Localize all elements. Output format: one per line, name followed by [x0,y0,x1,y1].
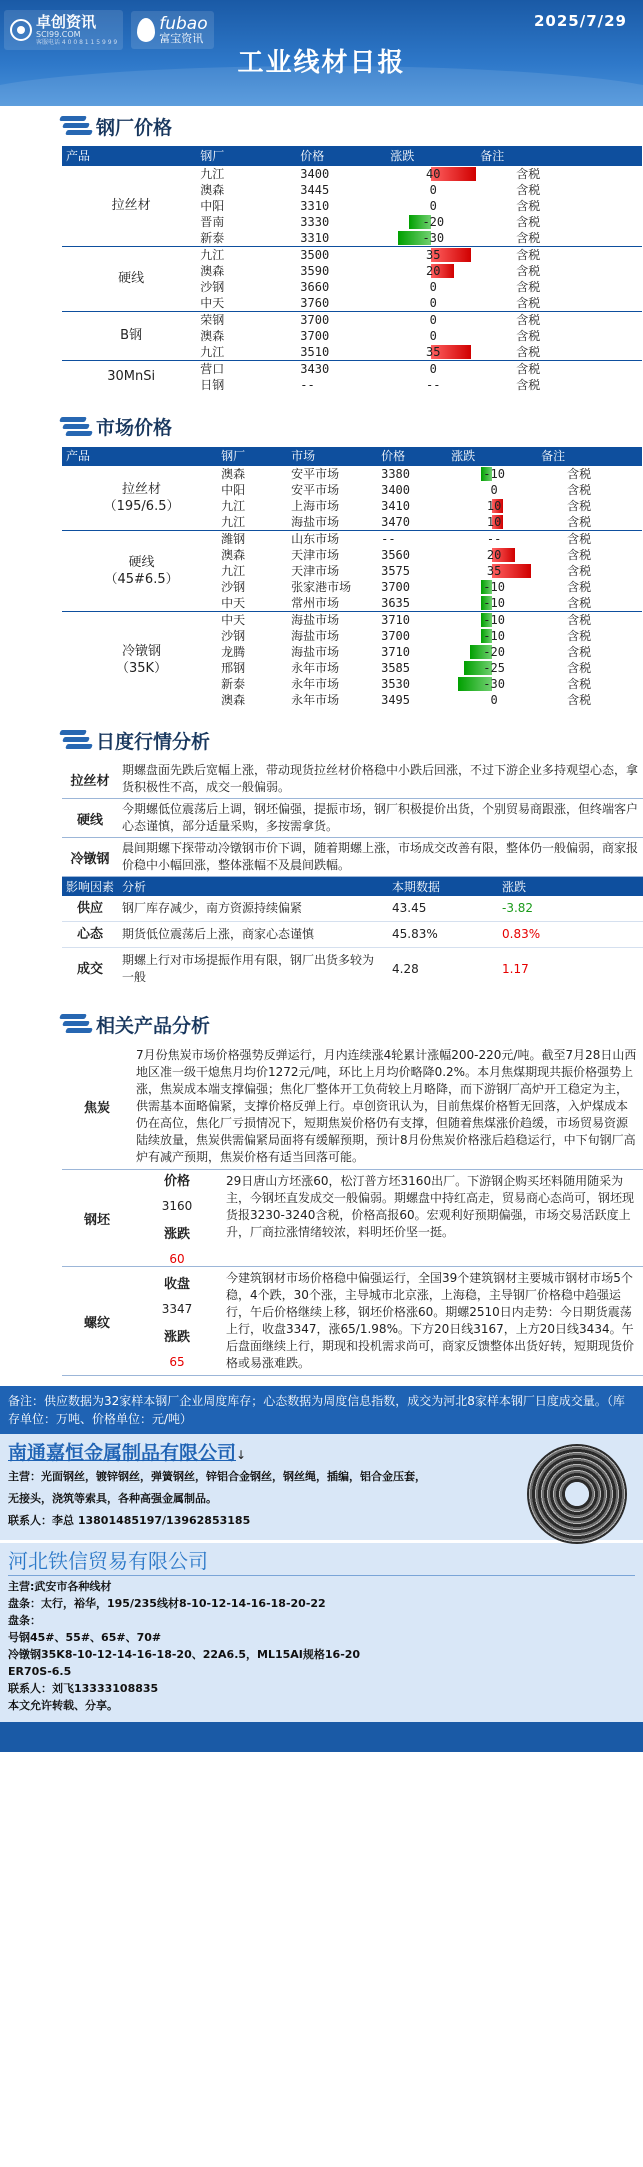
note-value: 含税 [476,311,642,328]
change-cell [447,547,537,563]
note-value: 含税 [516,198,541,213]
market-name: 海盐市场 [287,612,377,629]
change-value: -10 [483,613,505,627]
change-cell [447,482,537,498]
ad2-line2: 盘条：太行，裕华，195/235线材8-10-12-14-16-18-20-22 [8,1597,326,1610]
change-cell [447,628,537,644]
note-value: 含税 [476,246,642,263]
factor-text: 钢厂库存减少，南方资源持续偏紧 [122,901,303,915]
change-value: -30 [483,677,505,691]
daily-analysis-item [62,838,643,877]
change-cell [447,531,537,548]
product-name: 30MnSi [62,360,196,393]
fubao-logo-icon [137,18,155,42]
sci99-logo-icon [10,19,32,41]
note-value: 含税 [567,564,592,578]
product-name: B钢 [62,311,196,360]
price-value: 3700 [296,311,386,328]
ad2-line4: 号钢45#、55#、65#、70# [8,1631,162,1644]
mill-header-0: 产品 [62,146,196,165]
related-analysis-title: 相关产品分析 [96,1014,211,1037]
ad2-company-name: 河北铁信贸易有限公司 [8,1547,635,1576]
billet-change-key: 涨跌 [163,1227,190,1242]
factor-text: 期货低位震荡后上涨，商家心态谨慎 [118,922,388,948]
daily-item-label: 硬线 [76,812,103,828]
sci99-logo-text: 卓创资讯 [36,13,97,31]
note-value: 含税 [537,612,642,629]
change-value: 0 [429,198,437,213]
change-cell [447,660,537,676]
change-cell [386,279,476,295]
mill-name: 邢钢 [221,661,246,675]
market-name: 永年市场 [291,693,340,707]
change-value: 35 [426,247,441,262]
price-value: 3410 [381,499,410,513]
daily-item-label: 冷镦钢 [70,851,110,867]
mill-name: 荣钢 [196,311,296,328]
price-value: 3400 [296,165,386,182]
ad2-line5: 冷镦钢35K8-10-12-14-16-18-20、22A6.5，ML15AI规格16-20 [8,1648,361,1661]
note-value: 含税 [567,580,592,594]
sci99-logo-domain: SCI99.COM [36,30,81,39]
billet-text: 29日唐山方坯涨60，松汀普方坯3160出厂。下游钢企购买坯料随用随采为主，今钢坯直发成交一般偏弱。期螺盘中持红高走，贸易商心态尚可，钢坯现货报3230-3240含税，价格高报60。宏观利好预期偏强，市场交易活跃度上升，厂商拉涨情绪较浓，料明坯价坚一挺。 [226,1174,635,1239]
change-value: 20 [486,548,502,562]
market-header-5: 备注 [537,447,642,466]
steel-stack-icon [60,1014,86,1034]
mill-name: 沙钢 [200,279,225,294]
price-value: 3430 [296,360,386,377]
change-value: -10 [483,580,505,594]
rebar-change-key: 涨跌 [163,1330,190,1345]
daily-analysis-item [62,760,643,799]
change-value: 40 [426,166,441,181]
price-value: -- [377,531,447,548]
market-name: 永年市场 [291,661,340,675]
daily-analysis-list [0,760,643,877]
factor-change: 0.83% [498,922,643,948]
wire-coil-image [527,1444,627,1544]
data-note: 备注：供应数据为32家样本钢厂企业周度库存；心态数据为周度信息指数，成交为河北8家样本钢厂日度成交量。（库存单位：万吨、价格单位：元/吨） [0,1386,643,1434]
factor-change: 1.17 [498,948,643,991]
sci99-logo-tel: 客服电话 4 0 0 8 1 1 5 9 9 9 [36,39,118,46]
price-value: 3470 [381,515,410,529]
note-value: 含税 [516,230,541,245]
change-value: -25 [483,661,505,675]
mill-name: 九江 [196,246,296,263]
ad2-line6: ER70S-6.5 [8,1665,72,1678]
change-value: -10 [483,467,505,481]
change-value: 0 [490,693,498,707]
mill-header-2: 价格 [296,146,386,165]
coke-label: 焦炭 [83,1101,110,1116]
report-title: 工业线材日报 [237,48,406,78]
market-name: 张家港市场 [291,580,352,594]
product-name: 拉丝材 （195/6.5） [62,466,217,531]
ad1-company-name: 南通嘉恒金属制品有限公司 [8,1442,237,1464]
market-name: 永年市场 [291,677,340,691]
table-row [62,246,642,263]
footer-bar [0,1722,643,1752]
price-value: 3700 [300,328,330,343]
daily-analysis-heading [0,720,643,760]
fubao-logo-text: fubao [159,14,208,34]
rebar-change-value: 65 [169,1355,185,1369]
change-value: 0 [490,483,498,497]
price-value: 3310 [300,230,330,245]
mill-name: 新泰 [200,230,225,245]
steel-stack-icon [60,730,86,750]
change-cell [386,311,476,328]
change-value: 35 [486,564,502,578]
daily-item-label: 拉丝材 [70,773,110,789]
change-cell [386,328,476,344]
steel-stack-icon [60,417,86,437]
change-cell [386,360,476,377]
change-cell [447,644,537,660]
factor-table [62,877,643,990]
billet-price-value: 3160 [161,1199,193,1213]
change-cell [386,214,476,230]
coke-text: 7月份焦炭市场价格强势反弹运行，月内连续涨4轮累计涨幅200-220元/吨。截至7月28日山西地区准一级干熄焦月均价1272元/吨，环比上月均价略降0.2%。本月焦煤期现共振价格强势上涨，焦炭成本端支撑偏强；焦化厂整体开工负荷较上月略降，而下游钢厂高炉开工稳定为主，供需基本面略偏紧，支撑价格反弹上行。卓创资讯认为，目前焦煤价格暂无回落，入炉煤成本仍在高位，焦化厂亏损情况下，短期焦炭价格仍有支撑，但随着焦煤涨价趋缓，市场贸易资源陆续放量，焦炭供需偏紧局面将有缓解预期，预计8月份焦炭价格涨后趋稳运行，中下旬钢厂高炉有减产预期，焦炭价格有适当回落可能。 [136,1048,637,1164]
market-name: 海盐市场 [291,629,340,643]
mill-header-1: 钢厂 [196,146,296,165]
market-header-1: 钢厂 [217,447,287,466]
daily-item-text: 晨间期螺下探带动冷镦钢市价下调，随着期螺上涨，市场成交改善有限，整体仍一般偏弱，商家报价稳中小幅回涨，整体涨幅不及晨间跌幅。 [122,841,639,872]
mill-name: 龙腾 [221,645,246,659]
change-cell [447,676,537,692]
factor-value: 45.83% [388,922,498,948]
mill-name: 澳森 [200,263,225,278]
factor-change: -3.82 [502,901,534,915]
mill-name: 澳森 [217,466,287,483]
change-value: 20 [426,263,441,278]
market-name: 天津市场 [291,564,340,578]
price-value: 3495 [381,693,410,707]
change-value: 0 [429,182,437,197]
price-value: -- [300,377,315,392]
market-name: 山东市场 [287,531,377,548]
factor-value: 4.28 [388,948,498,991]
price-value: 3710 [381,645,410,659]
table-row [62,466,642,483]
change-cell [386,182,476,198]
change-cell [386,246,476,263]
ad2-contact: 联系人：刘飞13333108835 [8,1682,159,1695]
factor-value: 43.45 [392,901,427,915]
ad1-business-line2: 无接头，浇筑等索具，各种高强金属制品。 [8,1492,217,1505]
change-value: 10 [486,499,502,513]
daily-item-text: 期螺盘面先跌后宽幅上涨，带动现货拉丝材价格稳中小跌后回涨，不过下游企业多持观望心态，拿货积极性不高，成交一般偏弱。 [122,763,639,794]
daily.factor-header-0: 影响因素 [62,877,118,896]
factor-label: 成交 [62,948,118,991]
table-row [62,165,642,182]
market-name: 海盐市场 [291,645,340,659]
note-value: 含税 [537,531,642,548]
daily.factor-header-3: 涨跌 [498,877,643,896]
price-value: 3760 [300,295,330,310]
change-cell [386,230,476,247]
related-analysis-heading [0,1004,643,1044]
change-cell [447,579,537,595]
price-value: 3445 [300,182,330,197]
ad1-business-line1: 主营：光面钢丝，镀锌钢丝，弹簧钢丝，锌铝合金钢丝，钢丝绳，插编，铝合金压套， [8,1470,426,1483]
change-cell [447,514,537,531]
report-date: 2025/7/29 [533,12,627,30]
price-value: 3400 [381,483,410,497]
mill-name: 中阳 [221,483,246,497]
ad1-name-mark: ↓ [236,1448,247,1462]
coke-analysis [62,1044,643,1170]
billet-price-key: 价格 [163,1174,190,1189]
change-value: -- [486,532,502,546]
mill-name: 九江 [196,165,296,182]
note-value: 含税 [476,360,642,377]
note-value: 含税 [516,263,541,278]
price-value: 3590 [300,263,330,278]
product-name: 冷镦钢 （35K） [62,612,217,709]
market-price-title: 市场价格 [96,417,173,439]
market-price-heading [0,407,643,447]
change-value: 0 [429,328,437,343]
change-cell [386,295,476,312]
change-cell [386,165,476,182]
change-cell [447,612,537,629]
market-name: 常州市场 [291,596,340,610]
market-name: 安平市场 [291,483,340,497]
note-value: 含税 [567,499,592,513]
factor-table-header [62,877,643,896]
product-name: 拉丝材 [62,165,196,246]
rebar-close-key: 收盘 [163,1277,190,1292]
mill-price-heading [0,106,643,146]
mill-name: 澳森 [200,182,225,197]
price-value: 3500 [296,246,386,263]
price-value: 3660 [300,279,330,294]
daily-item-text: 今期螺低位震荡后上调，钢坯偏强，提振市场，钢厂积极提价出货，个别贸易商跟涨，但终端客户心态谨慎，部分适量采购，多按需拿货。 [122,802,639,833]
mill-name: 沙钢 [221,580,246,594]
change-cell [447,595,537,612]
change-value: 10 [486,515,502,529]
note-value: 含税 [537,466,642,483]
market-header-4: 涨跌 [447,447,537,466]
price-value: 3575 [381,564,410,578]
factor-label: 心态 [62,922,118,948]
product-name: 硬线 [62,246,196,311]
change-value: -10 [483,629,505,643]
factor-row [62,896,643,922]
note-value: 含税 [567,677,592,691]
mill-name: 潍钢 [217,531,287,548]
market-name: 海盐市场 [291,515,340,529]
change-cell [386,263,476,279]
mill-name: 澳森 [221,693,246,707]
mill-name: 九江 [221,499,246,513]
note-value: 含税 [567,661,592,675]
note-value: 含税 [567,483,592,497]
mill-name: 中天 [200,295,225,310]
mill-name: 澳森 [200,328,225,343]
billet-stats [132,1170,222,1266]
note-value: 含税 [516,279,541,294]
mill-table-header [62,146,642,165]
change-cell [386,344,476,361]
change-value: 0 [429,279,437,294]
change-value: -20 [483,645,505,659]
change-cell [447,466,537,483]
mill-name: 中天 [221,596,246,610]
note-value: 含税 [516,295,541,310]
change-value: 35 [426,344,441,359]
mill-header-3: 涨跌 [386,146,476,165]
ad2-reprint-note: 本文允许转载、分享。 [8,1699,118,1712]
ad2-line3: 盘条： [8,1614,41,1627]
note-value: 含税 [516,182,541,197]
billet-label: 钢坯 [83,1212,110,1228]
mill-header-4: 备注 [476,146,642,165]
market-name: 天津市场 [291,548,340,562]
price-value: 3635 [381,596,410,610]
note-value: 含税 [516,377,541,392]
ad-nantong [0,1434,643,1543]
steel-stack-icon [60,116,86,136]
price-value: 3330 [300,214,330,229]
ad-hebei-tiexin [0,1543,643,1722]
mill-name: 九江 [221,515,246,529]
mill-name: 日钢 [200,377,225,392]
market-name: 上海市场 [291,499,340,513]
note-value: 含税 [567,693,592,707]
market-table-header [62,447,642,466]
mill-name: 新泰 [221,677,246,691]
change-cell [447,498,537,514]
daily-analysis-title: 日度行情分析 [96,730,211,753]
billet-analysis [62,1170,643,1267]
mill-name: 中阳 [200,198,225,213]
rebar-label: 螺纹 [83,1315,110,1331]
mill-name: 晋南 [200,214,225,229]
rebar-analysis [62,1267,643,1376]
rebar-stats [132,1267,222,1375]
factor-row [62,922,643,948]
rebar-close-value: 3347 [161,1302,193,1316]
billet-change-value: 60 [169,1252,185,1266]
price-value: 3585 [381,661,410,675]
mill-price-title: 钢厂价格 [96,116,173,139]
market-header-3: 价格 [377,447,447,466]
product-name: 硬线 （45#6.5） [62,531,217,612]
fubao-logo-subtext: 富宝资讯 [159,32,204,45]
report-header [0,0,643,106]
rebar-text: 今建筑钢材市场价格稳中偏强运行，全国39个建筑钢材主要城市钢材市场5个稳，4个跌，30个涨，主导城市北京涨，上海稳，主导钢厂价格稳中趋强运行，午后价格继续上移，钢坯价格涨60。期螺2510日内走势：今日期货震荡上行，收盘3347，涨65/1.98%。下方20日线3167，上方20日线3434。午后盘面继续上行，期现和投机需求尚可，商家反馈整体出货好转，短期现货价格或易涨难跌。 [226,1271,635,1370]
daily.factor-header-2: 本期数据 [388,877,498,896]
ad1-contact: 联系人：李总 13801485197/13962853185 [8,1514,251,1527]
market-price-table [62,447,642,709]
note-value: 含税 [476,165,642,182]
note-value: 含税 [567,548,592,562]
mill-name: 九江 [221,564,246,578]
price-value: 3310 [300,198,330,213]
table-row [62,311,642,328]
factor-text: 期螺上行对市场提振作用有限，钢厂出货多较为一般 [118,948,388,991]
factor-label: 供应 [76,901,103,916]
factor-row [62,948,643,991]
price-value: 3530 [381,677,410,691]
note-value: 含税 [567,515,592,529]
change-cell [447,563,537,579]
mill-name: 沙钢 [221,629,246,643]
market-header-2: 市场 [287,447,377,466]
price-value: 3700 [381,580,410,594]
change-cell [447,692,537,708]
note-value: 含税 [516,214,541,229]
table-row [62,612,642,629]
note-value: 含税 [567,596,592,610]
price-value: 3700 [381,629,410,643]
daily-analysis-item [62,799,643,838]
price-value: 3510 [300,344,330,359]
market-header-0: 产品 [62,447,217,466]
price-value: 3560 [381,548,410,562]
table-row [62,531,642,548]
change-cell [386,377,476,393]
market-name: 安平市场 [287,466,377,483]
mill-name: 中天 [217,612,287,629]
change-value: 0 [429,295,437,310]
change-value: -20 [422,214,445,229]
note-value: 含税 [516,344,541,359]
mill-price-table [62,146,642,393]
change-value: 0 [429,312,437,327]
mill-name: 澳森 [221,548,246,562]
ad2-line1: 主营:武安市各种线材 [8,1580,112,1593]
mill-name: 九江 [200,344,225,359]
change-cell [386,198,476,214]
change-value: -30 [422,230,445,245]
change-value: -- [426,377,441,392]
note-value: 含税 [567,645,592,659]
daily.factor-header-1: 分析 [118,877,388,896]
price-value: 3710 [377,612,447,629]
change-value: 0 [429,361,437,376]
mill-name: 营口 [196,360,296,377]
change-value: -10 [483,596,505,610]
price-value: 3380 [377,466,447,483]
note-value: 含税 [567,629,592,643]
table-row [62,360,642,377]
note-value: 含税 [516,328,541,343]
